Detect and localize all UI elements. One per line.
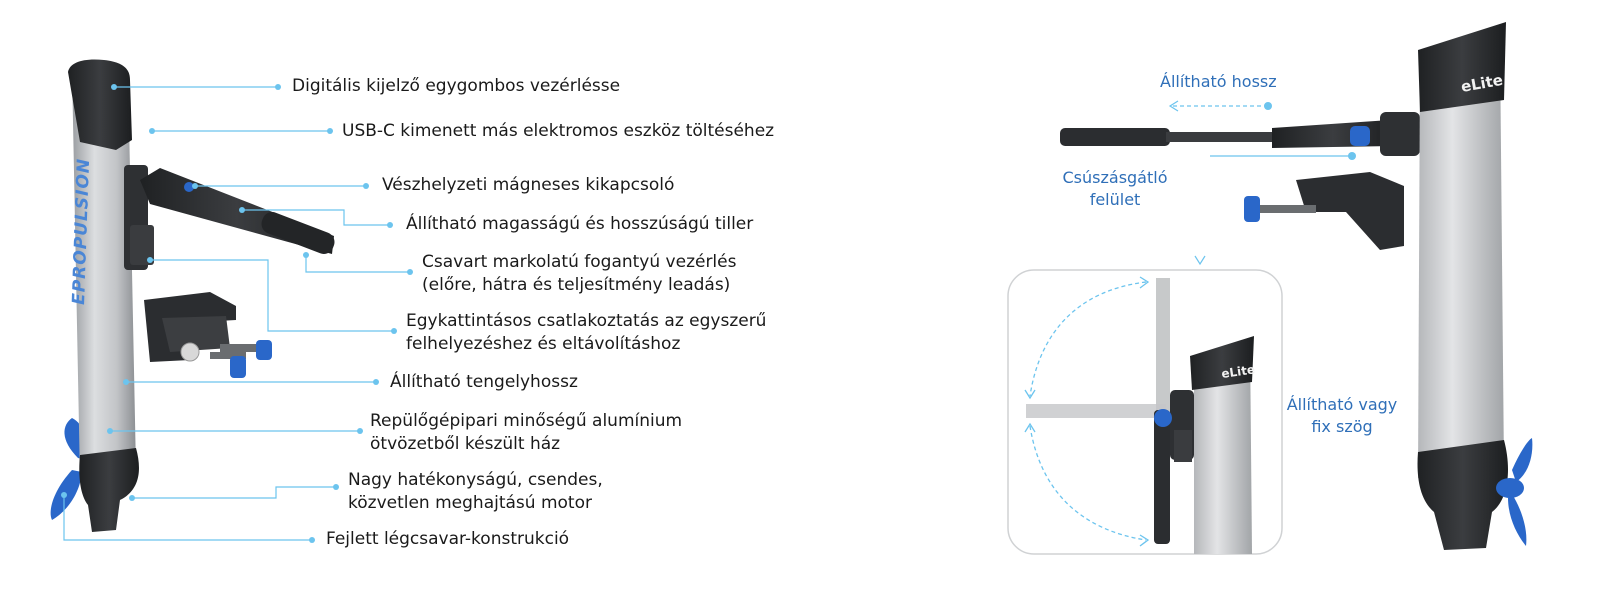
- callout-usb: USB-C kimenett más elektromos eszköz töltéséhez: [342, 121, 775, 141]
- callout-adjustable-angle: Állítható vagy fix szög: [1286, 395, 1398, 436]
- right-propeller-bottom: [1508, 494, 1526, 546]
- inset-logo: eLite: [1220, 362, 1256, 381]
- motor-bottom: [79, 448, 139, 532]
- tiller-grip: [259, 209, 338, 257]
- clamp-bracket: [144, 292, 272, 378]
- left-body-text: EPROPULSION: [69, 157, 95, 306]
- callout-grip: Csavart markolatú fogantyú vezérlés (előre, hátra és teljesítmény leadás): [422, 252, 737, 295]
- tiller-main: [1272, 120, 1394, 148]
- callout-display: Digitális kijelző egygombos vezérlésse: [292, 76, 621, 96]
- angle-inset: [1008, 270, 1282, 554]
- callout-adjustable-length: Állítható hossz: [1160, 72, 1277, 91]
- tiller-extension: [1060, 128, 1170, 146]
- callout-anti-slip: Csúszásgátló felület: [1062, 168, 1168, 209]
- right-body-logo: eLite: [1459, 70, 1505, 96]
- callout-shaft: Állítható tengelyhossz: [390, 372, 578, 392]
- callout-tiller: Állítható magasságú és hosszúságú tiller: [406, 214, 754, 234]
- callout-housing: Repülőgépipari minőségű alumínium ötvözetből készült ház: [370, 411, 683, 454]
- right-display-cap: [1418, 22, 1506, 112]
- callout-propeller: Fejlett légcsavar-konstrukció: [326, 529, 570, 549]
- callout-mount: Egykattintásos csatlakoztatás az egyszerű felhelyezéshez és eltávolításhoz: [406, 311, 767, 354]
- right-motor-bottom: [1418, 440, 1508, 550]
- left-motor: [51, 60, 338, 533]
- right-propeller-top: [1512, 438, 1532, 482]
- callout-kill-switch: Vészhelyzeti mágneses kikapcsoló: [382, 175, 675, 195]
- callout-motor: Nagy hatékonyságú, csendes, közvetlen meghajtású motor: [348, 470, 603, 513]
